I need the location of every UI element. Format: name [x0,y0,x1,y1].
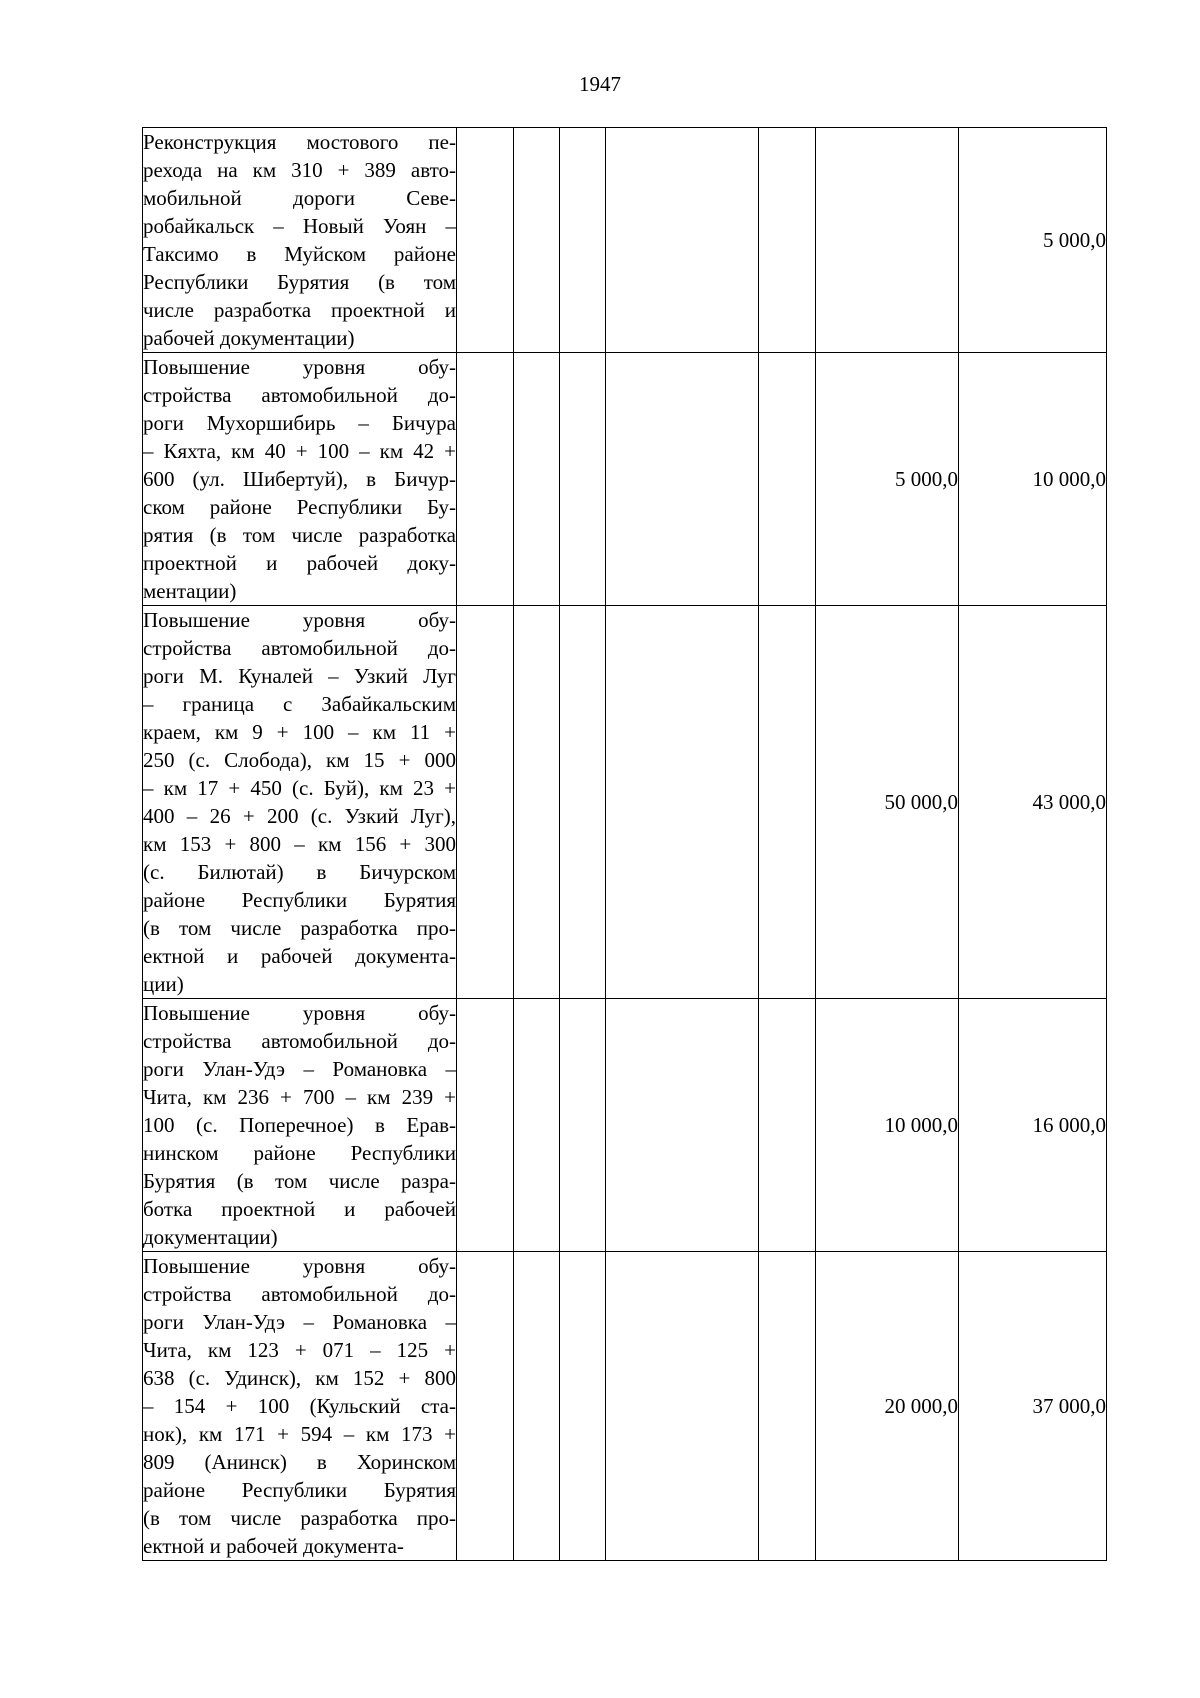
empty-cell [606,353,759,606]
empty-cell [457,353,514,606]
budget-table [142,127,1107,1561]
table-body [143,128,1107,1561]
project-description-cell [143,606,457,999]
empty-cell [759,128,816,353]
empty-cell [457,1252,514,1561]
description-line: (в том числе разработка про- [143,1506,456,1530]
description-line: Повышение уровня обу- [143,608,456,632]
amount-cell: 16 000,0 [959,999,1107,1252]
description-line: Повышение уровня обу- [143,1254,456,1278]
table-row [143,999,1107,1252]
project-description-cell [143,128,457,353]
empty-cell [606,1252,759,1561]
project-description-cell [143,353,457,606]
amount-cell: 5 000,0 [959,128,1107,353]
description-line: рабочей документации) [143,326,355,350]
description-line: мобильной дороги Севе- [143,186,456,210]
empty-cell [457,606,514,999]
amount-cell: 37 000,0 [959,1252,1107,1561]
description-line: Бурятия (в том числе разра- [143,1169,456,1193]
description-line: Таксимо в Муйском районе [143,242,456,266]
empty-cell [560,353,606,606]
empty-cell [759,999,816,1252]
description-line: 809 (Анинск) в Хоринском [143,1450,456,1474]
description-line: 638 (с. Удинск), км 152 + 800 [143,1366,456,1390]
description-line: роги Улан-Удэ – Романовка – [143,1310,456,1334]
amount-cell [816,128,959,353]
project-description-cell [143,1252,457,1561]
description-line: 600 (ул. Шибертуй), в Бичур- [143,467,456,491]
description-line: 250 (с. Слобода), км 15 + 000 [143,748,456,772]
description-line: – 154 + 100 (Кульский ста- [143,1394,456,1418]
description-line: Повышение уровня обу- [143,1001,456,1025]
description-line: ции) [143,972,184,996]
amount-cell: 50 000,0 [816,606,959,999]
description-line: нок), км 171 + 594 – км 173 + [143,1422,456,1446]
description-line: роги М. Куналей – Узкий Луг [143,664,456,688]
empty-cell [606,999,759,1252]
description-line: – граница с Забайкальским [143,692,456,716]
page-number: 1947 [579,72,621,96]
empty-cell [457,999,514,1252]
description-line: ектной и рабочей документа- [143,944,456,968]
description-line: рехода на км 310 + 389 авто- [143,158,456,182]
description-line: Чита, км 236 + 700 – км 239 + [143,1085,456,1109]
empty-cell [514,353,560,606]
description-line: Республики Бурятия (в том [143,270,456,294]
description-line: районе Республики Бурятия [143,888,456,912]
empty-cell [759,353,816,606]
table-row [143,353,1107,606]
amount-cell: 10 000,0 [959,353,1107,606]
description-line: ектной и рабочей документа- [143,1534,404,1558]
description-line: стройства автомобильной до- [143,1029,456,1053]
description-line: числе разработка проектной и [143,298,456,322]
description-line: (в том числе разработка про- [143,916,456,940]
description-line: ском районе Республики Бу- [143,495,456,519]
project-description-cell [143,999,457,1252]
empty-cell [514,606,560,999]
description-line: стройства автомобильной до- [143,1282,456,1306]
description-line: рятия (в том числе разработка [143,523,456,547]
description-line: стройства автомобильной до- [143,636,456,660]
description-line: ботка проектной и рабочей [143,1197,456,1221]
description-line: Реконструкция мостового пе- [143,130,456,154]
description-line: (с. Билютай) в Бичурском [143,860,456,884]
table-row [143,1252,1107,1561]
description-line: ментации) [143,579,237,603]
empty-cell [560,606,606,999]
empty-cell [514,128,560,353]
description-line: роги Мухоршибирь – Бичура [143,411,456,435]
description-line: км 153 + 800 – км 156 + 300 [143,832,456,856]
empty-cell [560,128,606,353]
description-line: Чита, км 123 + 071 – 125 + [143,1338,456,1362]
description-line: проектной и рабочей доку- [143,551,456,575]
empty-cell [560,999,606,1252]
description-line: документации) [143,1225,278,1249]
description-line: робайкальск – Новый Уоян – [143,214,456,238]
description-line: нинском районе Республики [143,1141,456,1165]
description-line: роги Улан-Удэ – Романовка – [143,1057,456,1081]
amount-cell: 10 000,0 [816,999,959,1252]
description-line: краем, км 9 + 100 – км 11 + [143,720,456,744]
description-line: 400 – 26 + 200 (с. Узкий Луг), [143,804,456,828]
amount-cell: 20 000,0 [816,1252,959,1561]
description-line: – Кяхта, км 40 + 100 – км 42 + [143,439,456,463]
table-row [143,606,1107,999]
empty-cell [759,1252,816,1561]
description-line: районе Республики Бурятия [143,1478,456,1502]
empty-cell [560,1252,606,1561]
empty-cell [457,128,514,353]
description-line: Повышение уровня обу- [143,355,456,379]
empty-cell [514,1252,560,1561]
amount-cell: 43 000,0 [959,606,1107,999]
table-row [143,128,1107,353]
description-line: 100 (с. Поперечное) в Ерав- [143,1113,456,1137]
description-line: стройства автомобильной до- [143,383,456,407]
amount-cell: 5 000,0 [816,353,959,606]
empty-cell [606,128,759,353]
empty-cell [514,999,560,1252]
empty-cell [759,606,816,999]
description-line: – км 17 + 450 (с. Буй), км 23 + [143,776,456,800]
empty-cell [606,606,759,999]
